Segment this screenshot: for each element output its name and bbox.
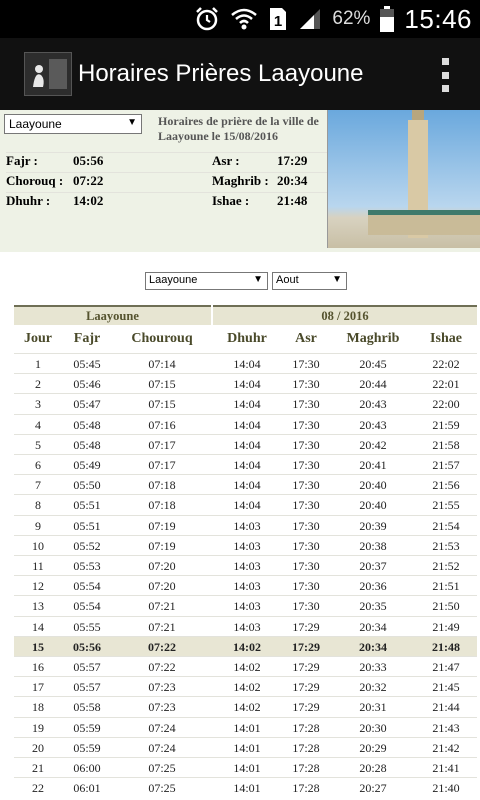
table-row-today: [14, 636, 477, 656]
column-header-jour: Jour: [24, 331, 52, 346]
month-select-value: Aout: [276, 274, 299, 286]
column-header-chourouq: Chourouq: [131, 331, 193, 346]
fajr-time: 05:56: [73, 153, 104, 168]
cell-fajr: 05:56: [73, 639, 101, 654]
cell-maghrib: 20:37: [359, 559, 387, 573]
cell-fajr: 05:45: [73, 357, 101, 371]
cell-maghrib: 20:39: [359, 518, 387, 533]
cell-chourouq: 07:17: [148, 437, 176, 452]
alarm-icon: [194, 6, 220, 32]
cell-maghrib: 20:45: [359, 357, 387, 371]
cell-maghrib: 20:30: [359, 720, 387, 735]
cell-fajr: 05:51: [73, 498, 101, 513]
cell-jour: 7: [35, 478, 41, 493]
cell-chourouq: 07:17: [148, 458, 176, 472]
cell-chourouq: 07:20: [148, 559, 176, 573]
cell-ishae: 21:41: [432, 761, 460, 775]
chevron-down-icon: ▼: [332, 274, 342, 285]
cell-dhuhr: 14:04: [233, 377, 261, 392]
cell-dhuhr: 14:03: [233, 579, 261, 594]
month-select[interactable]: [272, 272, 347, 290]
cell-asr: 17:30: [292, 357, 320, 371]
cell-fajr: 05:46: [73, 377, 101, 392]
cell-maghrib: 20:31: [359, 700, 387, 715]
sim-1-icon: [268, 6, 288, 32]
cell-asr: 17:29: [292, 639, 320, 654]
cell-maghrib: 20:36: [359, 579, 387, 594]
cell-maghrib: 20:34: [359, 639, 387, 654]
cell-dhuhr: 14:02: [233, 660, 261, 674]
cell-ishae: 21:43: [432, 720, 460, 735]
cell-dhuhr: 14:01: [233, 781, 261, 796]
table-row: [14, 676, 477, 696]
cell-fajr: 05:57: [73, 680, 101, 695]
cell-ishae: 21:44: [432, 700, 460, 715]
cell-jour: 20: [32, 740, 44, 755]
chorouq-label: Chorouq :: [6, 173, 64, 188]
cell-jour: 18: [32, 700, 44, 715]
app-logo-icon[interactable]: [24, 52, 72, 96]
cell-dhuhr: 14:04: [233, 397, 261, 412]
cell-chourouq: 07:24: [148, 720, 176, 735]
cell-fajr: 05:48: [73, 417, 101, 432]
asr-time: 17:29: [277, 153, 308, 168]
column-header-asr: Asr: [295, 331, 317, 346]
table-row: [14, 414, 477, 434]
column-header-ishae: Ishae: [430, 331, 462, 346]
cell-asr: 17:28: [292, 781, 320, 796]
cell-ishae: 22:01: [432, 377, 460, 392]
column-header-fajr: Fajr: [73, 331, 101, 346]
table-row: [14, 535, 477, 555]
cell-jour: 19: [32, 720, 44, 735]
table-city-select-value: Laayoune: [149, 274, 198, 286]
table-row: [14, 616, 477, 636]
cell-ishae: 21:48: [432, 639, 460, 654]
action-bar: [0, 38, 480, 110]
cell-asr: 17:29: [292, 700, 320, 715]
cell-jour: 17: [32, 680, 44, 695]
cell-dhuhr: 14:02: [233, 680, 261, 695]
table-row: [14, 696, 477, 716]
cell-asr: 17:30: [292, 599, 320, 614]
cell-asr: 17:30: [292, 579, 320, 594]
cell-asr: 17:29: [292, 619, 320, 634]
table-row: [14, 777, 477, 797]
cell-jour: 10: [32, 538, 44, 553]
cell-chourouq: 07:21: [148, 599, 176, 614]
cell-maghrib: 20:34: [359, 619, 387, 634]
cell-asr: 17:28: [292, 740, 320, 755]
cell-maghrib: 20:41: [359, 458, 387, 472]
cell-ishae: 22:02: [432, 357, 460, 371]
table-row: [14, 575, 477, 595]
fajr-label: Fajr :: [6, 153, 38, 168]
table-row: [14, 757, 477, 777]
cell-ishae: 21:56: [432, 478, 460, 493]
cell-chourouq: 07:19: [148, 518, 176, 533]
cell-chourouq: 07:23: [148, 700, 176, 715]
cell-jour: 2: [35, 377, 41, 392]
signal-icon: [298, 7, 322, 31]
table-row: [14, 494, 477, 514]
cell-maghrib: 20:43: [359, 397, 387, 412]
cell-dhuhr: 14:01: [233, 761, 261, 775]
cell-dhuhr: 14:03: [233, 599, 261, 614]
table-date-band: 08 / 2016: [213, 305, 477, 325]
asr-label: Asr :: [212, 153, 240, 168]
cell-asr: 17:30: [292, 559, 320, 573]
cell-asr: 17:28: [292, 761, 320, 775]
ishae-label: Ishae :: [212, 193, 250, 208]
cell-ishae: 21:51: [432, 579, 460, 594]
cell-chourouq: 07:22: [148, 660, 176, 674]
cell-ishae: 21:55: [432, 498, 460, 513]
cell-asr: 17:30: [292, 518, 320, 533]
cell-jour: 6: [35, 458, 41, 472]
cell-asr: 17:30: [292, 437, 320, 452]
cell-jour: 15: [32, 639, 44, 654]
table-city-band: Laayoune: [14, 305, 211, 325]
cell-chourouq: 07:25: [148, 761, 176, 775]
cell-jour: 13: [32, 599, 44, 614]
cell-dhuhr: 14:04: [233, 357, 261, 371]
cell-maghrib: 20:40: [359, 498, 387, 513]
dhuhr-time: 14:02: [73, 193, 104, 208]
status-bar: [0, 0, 480, 38]
cell-jour: 5: [35, 437, 41, 452]
cell-ishae: 21:54: [432, 518, 460, 533]
column-header-maghrib: Maghrib: [346, 331, 400, 346]
cell-dhuhr: 14:02: [233, 700, 261, 715]
cell-asr: 17:30: [292, 538, 320, 553]
cell-chourouq: 07:19: [148, 538, 176, 553]
cell-asr: 17:30: [292, 478, 320, 493]
maghrib-label: Maghrib :: [212, 173, 269, 188]
cell-ishae: 21:57: [432, 458, 460, 472]
cell-jour: 9: [35, 518, 41, 533]
table-row: [14, 353, 477, 373]
cell-asr: 17:29: [292, 680, 320, 695]
cell-fajr: 05:48: [73, 437, 101, 452]
app-title: Horaires Prières Laayoune: [78, 60, 364, 87]
cell-ishae: 21:49: [432, 619, 460, 634]
maghrib-time: 20:34: [277, 173, 308, 188]
cell-fajr: 05:50: [73, 478, 101, 493]
cell-dhuhr: 14:01: [233, 720, 261, 735]
cell-fajr: 05:53: [73, 559, 101, 573]
cell-maghrib: 20:35: [359, 599, 387, 614]
table-row: [14, 555, 477, 575]
cell-asr: 17:30: [292, 417, 320, 432]
cell-dhuhr: 14:04: [233, 417, 261, 432]
cell-fajr: 05:59: [73, 740, 101, 755]
cell-ishae: 21:53: [432, 538, 460, 553]
column-header-dhuhr: Dhuhr: [227, 331, 267, 346]
cell-chourouq: 07:16: [148, 417, 176, 432]
cell-maghrib: 20:29: [359, 740, 387, 755]
cell-ishae: 21:58: [432, 437, 460, 452]
chorouq-time: 07:22: [73, 173, 104, 188]
overflow-menu-icon[interactable]: [440, 58, 450, 92]
cell-jour: 14: [32, 619, 44, 634]
dhuhr-label: Dhuhr :: [6, 193, 51, 208]
cell-jour: 22: [32, 781, 44, 796]
cell-ishae: 21:50: [432, 599, 460, 614]
cell-chourouq: 07:14: [148, 357, 176, 371]
cell-maghrib: 20:33: [359, 660, 387, 674]
table-row: [14, 373, 477, 393]
table-row: [14, 434, 477, 454]
cell-ishae: 21:45: [432, 680, 460, 695]
cell-jour: 11: [32, 559, 44, 573]
today-panel: [0, 110, 480, 252]
cell-dhuhr: 14:03: [233, 538, 261, 553]
city-select[interactable]: [4, 114, 142, 134]
cell-jour: 4: [35, 417, 41, 432]
cell-chourouq: 07:21: [148, 619, 176, 634]
cell-chourouq: 07:23: [148, 680, 176, 695]
cell-chourouq: 07:22: [148, 639, 176, 654]
cell-fajr: 05:51: [73, 518, 101, 533]
cell-chourouq: 07:20: [148, 579, 176, 594]
cell-fajr: 05:47: [73, 397, 101, 412]
cell-dhuhr: 14:03: [233, 518, 261, 533]
cell-fajr: 05:54: [73, 579, 101, 594]
cell-fajr: 05:59: [73, 720, 101, 735]
cell-dhuhr: 14:02: [233, 639, 261, 654]
cell-maghrib: 20:27: [359, 781, 387, 796]
cell-chourouq: 07:15: [148, 377, 176, 392]
cell-fajr: 05:57: [73, 660, 101, 674]
cell-dhuhr: 14:03: [233, 619, 261, 634]
cell-maghrib: 20:32: [359, 680, 387, 695]
table-city-select[interactable]: [145, 272, 268, 290]
cell-dhuhr: 14:04: [233, 478, 261, 493]
cell-chourouq: 07:24: [148, 740, 176, 755]
mosque-image: [327, 110, 480, 248]
table-row: [14, 393, 477, 413]
svg-text:1: 1: [274, 13, 283, 30]
cell-asr: 17:30: [292, 458, 320, 472]
cell-asr: 17:30: [292, 498, 320, 513]
cell-chourouq: 07:15: [148, 397, 176, 412]
cell-maghrib: 20:28: [359, 761, 387, 775]
today-heading: Horaires de prière de la ville de Laayoune le 15/08/2016: [158, 114, 319, 143]
cell-ishae: 21:40: [432, 781, 460, 796]
cell-ishae: 21:52: [432, 559, 460, 573]
cell-dhuhr: 14:01: [233, 740, 261, 755]
table-row: [14, 515, 477, 535]
cell-jour: 1: [35, 357, 41, 371]
cell-chourouq: 07:18: [148, 478, 176, 493]
cell-maghrib: 20:43: [359, 417, 387, 432]
cell-chourouq: 07:25: [148, 781, 176, 796]
table-row: [14, 717, 477, 737]
cell-ishae: 21:59: [432, 417, 460, 432]
cell-ishae: 21:47: [432, 660, 460, 674]
cell-chourouq: 07:18: [148, 498, 176, 513]
wifi-icon: [230, 7, 258, 31]
cell-dhuhr: 14:03: [233, 559, 261, 573]
city-select-value: Laayoune: [9, 117, 62, 131]
cell-asr: 17:29: [292, 660, 320, 674]
cell-fajr: 05:54: [73, 599, 101, 614]
cell-ishae: 21:42: [432, 740, 460, 755]
cell-dhuhr: 14:04: [233, 498, 261, 513]
cell-dhuhr: 14:04: [233, 437, 261, 452]
cell-fajr: 05:52: [73, 538, 101, 553]
cell-dhuhr: 14:04: [233, 458, 261, 472]
table-row: [14, 656, 477, 676]
cell-fajr: 05:55: [73, 619, 101, 634]
cell-maghrib: 20:42: [359, 437, 387, 452]
cell-ishae: 22:00: [432, 397, 460, 412]
chevron-down-icon: ▼: [127, 117, 137, 128]
cell-maghrib: 20:44: [359, 377, 387, 392]
cell-jour: 3: [35, 397, 41, 412]
cell-asr: 17:30: [292, 377, 320, 392]
cell-jour: 21: [32, 761, 44, 775]
cell-asr: 17:30: [292, 397, 320, 412]
cell-maghrib: 20:40: [359, 478, 387, 493]
clock: 15:46: [404, 3, 472, 34]
battery-icon: [380, 6, 394, 32]
cell-fajr: 06:01: [73, 781, 101, 796]
cell-asr: 17:28: [292, 720, 320, 735]
battery-percent: 62%: [332, 8, 371, 29]
cell-jour: 8: [35, 498, 41, 513]
table-row: [14, 454, 477, 474]
cell-fajr: 05:49: [73, 458, 101, 472]
table-row: [14, 595, 477, 615]
cell-jour: 16: [32, 660, 44, 674]
cell-fajr: 05:58: [73, 700, 101, 715]
table-row: [14, 737, 477, 757]
ishae-time: 21:48: [277, 193, 308, 208]
cell-jour: 12: [32, 579, 44, 594]
table-row: [14, 474, 477, 494]
chevron-down-icon: ▼: [253, 274, 263, 285]
cell-fajr: 06:00: [73, 761, 101, 775]
cell-maghrib: 20:38: [359, 538, 387, 553]
